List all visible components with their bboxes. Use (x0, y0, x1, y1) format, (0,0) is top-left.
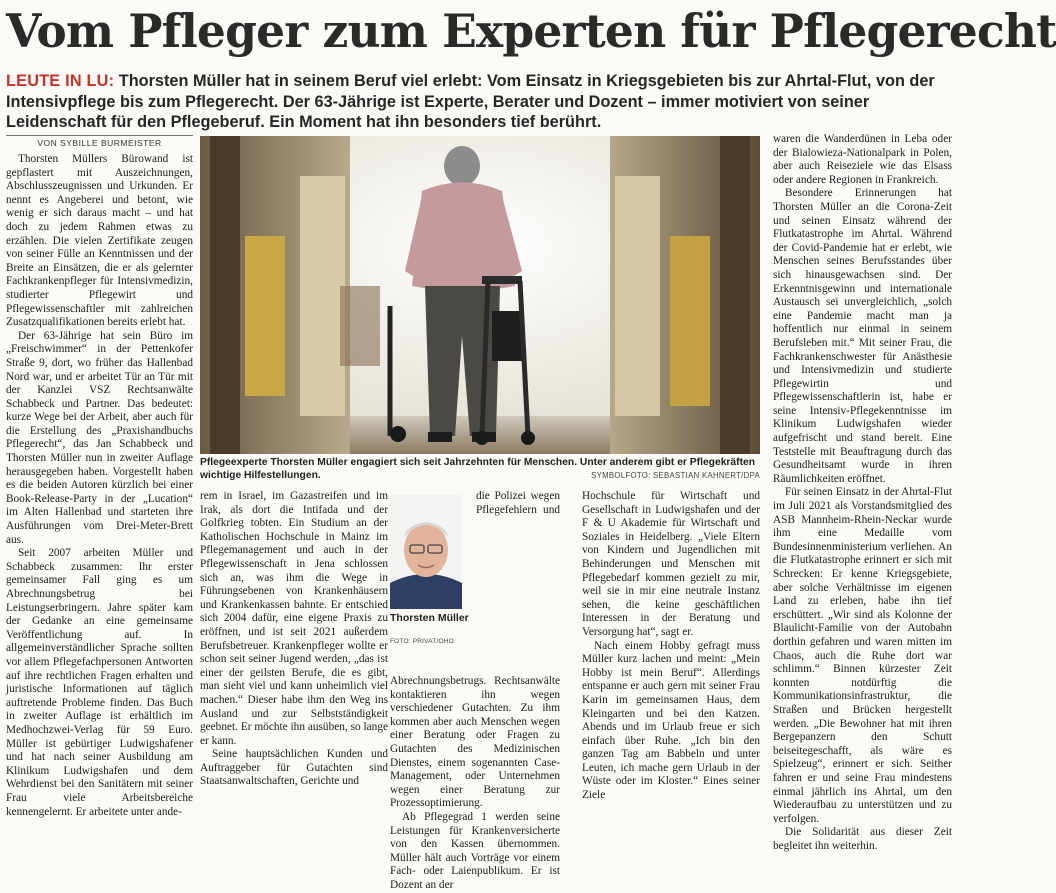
portrait-photo (390, 495, 462, 609)
article-column-4 (582, 490, 760, 802)
article-column-1 (6, 153, 193, 818)
body-paragraph: Ab Pflegegrad 1 werden seine Leistungen für Krankenversicherte von den Kassen übernommen. Müller hält auch Vorträge vor einem Fach- oder Laienpublikum. Er ist Dozent an der (390, 810, 560, 891)
caption-text: Pflegeexperte Thorsten Müller engagiert sich seit Jahrzehnten für Menschen. Unter anderem gibt er Pflegekräften wichtige Hilfestellungen. (200, 457, 756, 481)
photo-credit: SYMBOLFOTO: SEBASTIAN KAHNERT/DPA (591, 470, 760, 480)
body-paragraph: rem in Israel, im Gazastreifen und im Irak, als dort die Intifada und der Golfkrieg tobten. Ein Studium an der Katholischen Hochschule in Mainz im Pflegemanagement und auch in der Pflegewissenschaft in Jena schlossen sich an, was ihm die Wege in Führungsebenen von Krankenhäusern und Krankenkassen bahnte. Er entschied sich 2004 dafür, eine eigene Praxis zu eröffnen, und ist seit 2021 außerdem Berufsbetreuer. Krankenpfleger wollte er schon seit seiner Jugend werden, „das ist einer der geilsten Berufe, die es gibt, man sieht viel und kann unheimlich viel machen.“ Dieser habe ihm den Weg ins Ausland und zur Selbstständigkeit geebnet. Er möchte ihn ausüben, so lange er kann. (200, 490, 388, 747)
lead-text: Thorsten Müller hat in seinem Beruf viel erlebt: Vom Einsatz in Kriegsgebieten bis zur Ahrtal-Flut, von der Intensivpflege bis zum Pflegerecht. Der 63-Jährige ist Experte, Berater und Dozent – immer motiviert von seiner Leidenschaft für den Pflegeberuf. Ein Moment hat ihn besonders tief berührt. (6, 72, 935, 131)
body-paragraph: Seit 2007 arbeiten Müller und Schabbeck zusammen: Ihr erster gemeinsamer Fall ging es um Abrechnungsbetrug bei Leistungserbringern. Jahre später kam der Gedanke an eine gemeinsame Veröffentlichung auf. In allgemeinverständlicher Sprache sollten vor allem Pflegefachpersonen Antworten auf ihre rechtlichen Fragen erhalten und juristische Informationen auf täglich auftretende Probleme finden. Das Buch in zweiter Auflage ist erhältlich im Medhochzwei-Verlag für 59 Euro. Müller ist gebürtiger Ludwigshafener und hat nach seiner Ausbildung am Klinikum Ludwigshafen und dem Wehrdienst bei den Sanitätern mit seiner Frau viele Arbeitsbereiche kennengelernt. Er arbeitete unter ande- (6, 547, 193, 818)
body-paragraph: Hochschule für Wirtschaft und Gesellschaft in Ludwigshafen und der F & U Akademie für Wirtschaft und Soziales in Heidelberg. „Viele Eltern von Kindern und Jugendlichen mit Behinderungen und Menschen mit Pflegebedarf kommen gezielt zu mir, weil sie in mir eine neutrale Instanz sehen, die keine geschäftlichen Interessen in der Beratung und Versorgung hat“, sagt er. (582, 490, 760, 638)
body-paragraph: Der 63-Jährige hat sein Büro im „Freischwimmer“ in der Pettenkofer Straße 9, dort, wo früher das Hallenbad Nord war, und er arbeitet Tür an Tür mit der Kanzlei VSZ Rechtsanwälte Schabbeck und Partner. Das bedeutet: kurze Wege bei der Arbeit, aber auch für die Erstellung des „Praxishandbuchs Pflegerecht“, das Jan Schabbeck und Thorsten Müller nun in zweiter Auflage herausgegeben haben. Vorgestellt haben es die beiden Autoren kürzlich bei einer Book-Release-Party in der „Lucation“ im Alten Hallenbad und starteten ihre Ausführungen vom Drei-Meter-Brett aus. (6, 329, 193, 546)
body-paragraph: Seine hauptsächlichen Kunden und Auftraggeber für Gutachten sind Staatsanwaltschaften, Gerichte und (200, 748, 388, 788)
corridor-illustration (200, 136, 760, 454)
kicker-label: LEUTE IN LU: (6, 72, 115, 90)
body-paragraph: Besondere Erinnerungen hat Thorsten Müller an die Corona-Zeit und seinen Einsatz während der Flutkatastrophe im Ahrtal. Während der Covid-Pandemie hat er erlebt, wie Menschen seines Berufsstandes über sich hinausgewachsen sind. Der Erkenntnisgewinn und internationale Austausch sei unvergleichlich, „solch eine Pandemie macht man ja hoffentlich nur einmal in seinem Berufsleben mit.“ Mit seiner Frau, die Fachkrankenschwester für Anästhesie und Intensivmedizin und studierte Pflegewirtin und Pflegewissenschaftlerin ist, habe er seine Intensiv-Pflegekenntnisse im Klinikum Ludwigshafen wieder aufgefrischt und stand bereit. Eine Teststelle mit Beauftragung durch das Gesundheitsamt wurde in ihren Räumlichkeiten eröffnet. (773, 187, 952, 485)
byline: VON SYBILLE BURMEISTER (6, 135, 193, 151)
headline: Vom Pfleger zum Experten für Pflegerecht (6, 4, 1056, 58)
body-paragraph: die Polizei wegen Pflegefehlern und Abrechnungsbetrugs. Rechtsanwälte kontaktieren ihn wegen verschiedener Gutachten. Zu ihm kommen aber auch Menschen wegen einer Beratung oder Fragen zu Gutachten des Medizinischen Dienstes, einem sogenannten Case-Management, oder Unternehmen wegen einer Beratung zur Prozessoptimierung. (390, 490, 560, 810)
article-photo (200, 136, 760, 454)
article-column-5 (773, 133, 952, 852)
body-paragraph: Thorsten Müllers Bürowand ist gepflastert mit Auszeichnungen, Abschlusszeugnissen und Urkunden. Er nennt es Angeberei und betont, wie wenig er sich daraus macht – und hat doch zu jedem Rahmen etwas zu erzählen. Die vielen Zertifikate zeugen von seiner Fülle an Kenntnissen und der Breite an Einsätzen, die er als gelernter Fachkrankenpfleger für Intensivmedizin, studierter Pflegewirt und Pflegewissenschaftler mit zahlreichen Zusatzqualifikationen bereits erlebt hat. (6, 153, 193, 329)
body-paragraph: Die Solidarität aus dieser Zeit begleitet ihn weiterhin. (773, 826, 952, 852)
body-paragraph: Für seinen Einsatz in der Ahrtal-Flut im Juli 2021 als Vorstandsmitglied des ASB Mannheim-Rhein-Neckar wurde ihm eine Medaille vom Bundesinnenministerium verliehen. An die Flutkatastrophe erinnert er sich mit Schrecken: Er kenne Kriegsgebiete, aber solche Verhältnisse im eigenen Land zu erleben, habe ihn tief erschüttert. „Wir sind als Kolonne der Blaulicht-Familie von der Autobahn dorthin gefahren und waren mitten im Chaos, auch die Ruhe dort war schlimm.“ Binnen kürzester Zeit konnten notdürftig die Kommunikationsinfrastruktur, die Straßen und Brücken hergestellt werden. „Die Bewohner hat mit ihren Bergepanzern den Schutt beiseitegeschafft, als wäre es Spielzeug“, erinnert er sich. Seither fahren er und seine Frau mindestens einmal jährlich ins Ahrtal, um den Wiederaufbau zu unterstützen und zu verfolgen. (773, 486, 952, 825)
portrait-credit: FOTO: PRIVAT/OHO (390, 638, 454, 645)
portrait-illustration (390, 495, 462, 609)
lead-paragraph (6, 71, 952, 133)
portrait-name: Thorsten Müller (390, 612, 469, 624)
body-paragraph: Nach einem Hobby gefragt muss Müller kurz lachen und meint: „Mein Hobby ist mein Beruf“. Allerdings entspanne er auch gern mit seiner Frau Karin im gemeinsamen Haus, dem Kleingarten und bei den Katzen. Abends und im Urlaub freue er sich einfach über Ruhe. „Ich bin den ganzen Tag am Babbeln und unter Leuten, ich mache gern Urlaub in der Wüste oder im Kloster.“ Eines seiner Ziele (582, 639, 760, 802)
photo-caption (200, 457, 760, 482)
article-column-2 (200, 490, 388, 788)
body-paragraph: waren die Wanderdünen in Leba oder der Bialowieza-Nationalpark in Polen, aber auch Reiseziele wie das Elsass oder andere Regionen in Frankreich. (773, 133, 952, 186)
